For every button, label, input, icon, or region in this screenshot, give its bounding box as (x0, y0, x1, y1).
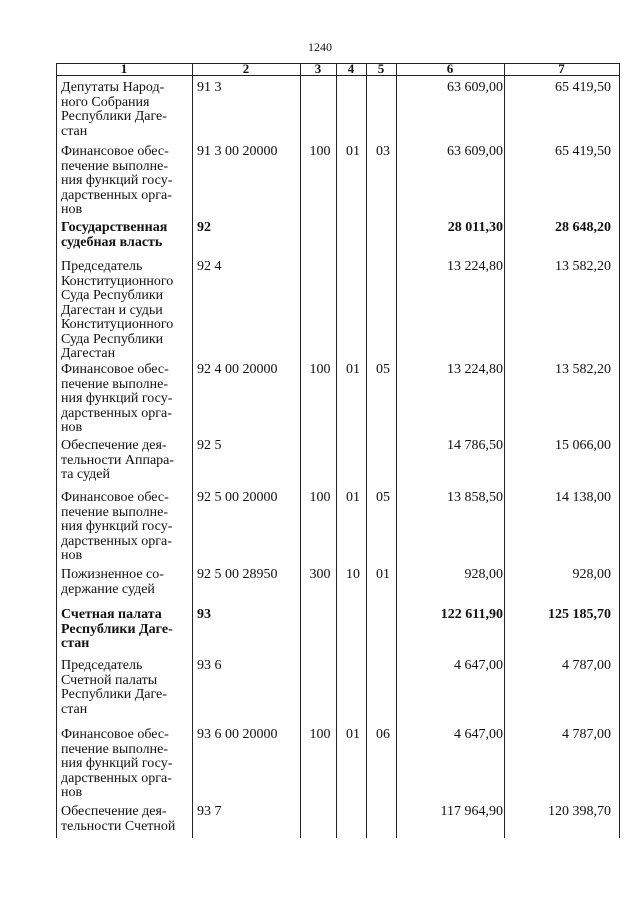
row-col-7: 13 582,20 (555, 362, 611, 377)
column-divider (396, 63, 397, 838)
row-col-7: 65 419,50 (555, 144, 611, 159)
row-name: Финансовое обес- печение выполне- ния функций госу- дарственных орга- нов (61, 727, 173, 800)
row-col-3: 100 (309, 362, 331, 377)
budget-table (56, 63, 620, 838)
row-code: 93 (197, 607, 211, 622)
row-col-7: 4 787,00 (562, 658, 611, 673)
row-col-7: 4 787,00 (562, 727, 611, 742)
row-col-6: 13 224,80 (447, 259, 503, 274)
row-code: 92 5 00 20000 (197, 490, 278, 505)
column-divider (504, 63, 505, 838)
row-name: Председатель Счетной палаты Республики Даге- стан (61, 658, 167, 717)
header-col-7: 7 (558, 61, 565, 76)
row-col-6: 13 858,50 (447, 490, 503, 505)
row-code: 92 4 (197, 259, 222, 274)
row-col-6: 928,00 (464, 567, 503, 582)
row-col-7: 125 185,70 (548, 607, 611, 622)
row-col-5: 06 (376, 727, 390, 742)
header-col-5: 5 (377, 61, 385, 76)
row-col-4: 01 (346, 362, 360, 377)
row-code: 92 (197, 220, 211, 235)
row-col-4: 01 (346, 727, 360, 742)
row-name: Финансовое обес- печение выполне- ния функций госу- дарственных орга- нов (61, 144, 173, 217)
row-col-6: 63 609,00 (447, 144, 503, 159)
row-col-7: 65 419,50 (555, 80, 611, 95)
header-col-4: 4 (347, 61, 355, 76)
row-code: 91 3 00 20000 (197, 144, 278, 159)
row-col-3: 300 (309, 567, 331, 582)
row-col-7: 28 648,20 (555, 220, 611, 235)
header-col-2: 2 (242, 61, 250, 76)
row-col-6: 14 786,50 (447, 438, 503, 453)
row-name: Обеспечение дея- тельности Аппара- та судей (61, 438, 175, 482)
row-col-6: 4 647,00 (454, 727, 503, 742)
row-name: Государственная судебная власть (61, 220, 168, 250)
row-col-6: 63 609,00 (447, 80, 503, 95)
header-col-3: 3 (314, 61, 322, 76)
row-col-4: 01 (346, 490, 360, 505)
row-col-5: 05 (376, 490, 390, 505)
row-col-7: 15 066,00 (555, 438, 611, 453)
row-col-5: 03 (376, 144, 390, 159)
row-col-6: 13 224,80 (447, 362, 503, 377)
row-code: 93 6 00 20000 (197, 727, 278, 742)
row-code: 93 6 (197, 658, 222, 673)
row-name: Счетная палата Республики Даге- стан (61, 607, 173, 651)
row-col-3: 100 (309, 490, 331, 505)
row-col-4: 01 (346, 144, 360, 159)
column-divider (56, 63, 57, 838)
row-name: Председатель Конституционного Суда Республики Дагестан и судьи Конституционного Суда Республики Дагестан (61, 259, 174, 361)
row-code: 92 4 00 20000 (197, 362, 278, 377)
row-code: 93 7 (197, 804, 222, 819)
row-name: Финансовое обес- печение выполне- ния функций госу- дарственных орга- нов (61, 362, 173, 435)
header-col-1: 1 (120, 61, 128, 76)
row-col-5: 05 (376, 362, 390, 377)
header-col-6: 6 (446, 61, 454, 76)
row-col-7: 14 138,00 (555, 490, 611, 505)
row-col-3: 100 (309, 144, 331, 159)
column-divider (619, 63, 620, 838)
row-col-6: 4 647,00 (454, 658, 503, 673)
row-col-6: 28 011,30 (447, 220, 503, 235)
row-name: Финансовое обес- печение выполне- ния функций госу- дарственных орга- нов (61, 490, 173, 563)
row-code: 91 3 (197, 80, 222, 95)
page-number: 1240 (308, 40, 332, 54)
row-col-6: 117 964,90 (440, 804, 503, 819)
row-col-7: 13 582,20 (555, 259, 611, 274)
column-divider (336, 63, 337, 838)
row-code: 92 5 (197, 438, 222, 453)
row-name: Обеспечение дея- тельности Счетной (61, 804, 176, 834)
row-col-3: 100 (309, 727, 331, 742)
row-col-7: 928,00 (572, 567, 611, 582)
column-divider (366, 63, 367, 838)
row-col-5: 01 (376, 567, 390, 582)
row-col-6: 122 611,90 (440, 607, 503, 622)
row-code: 92 5 00 28950 (197, 567, 278, 582)
row-name: Пожизненное со- держание судей (61, 567, 164, 597)
row-col-4: 10 (346, 567, 360, 582)
row-col-7: 120 398,70 (548, 804, 611, 819)
column-divider (192, 63, 193, 838)
row-name: Депутаты Народ- ного Собрания Республики Даге- стан (61, 80, 167, 139)
column-divider (300, 63, 301, 838)
